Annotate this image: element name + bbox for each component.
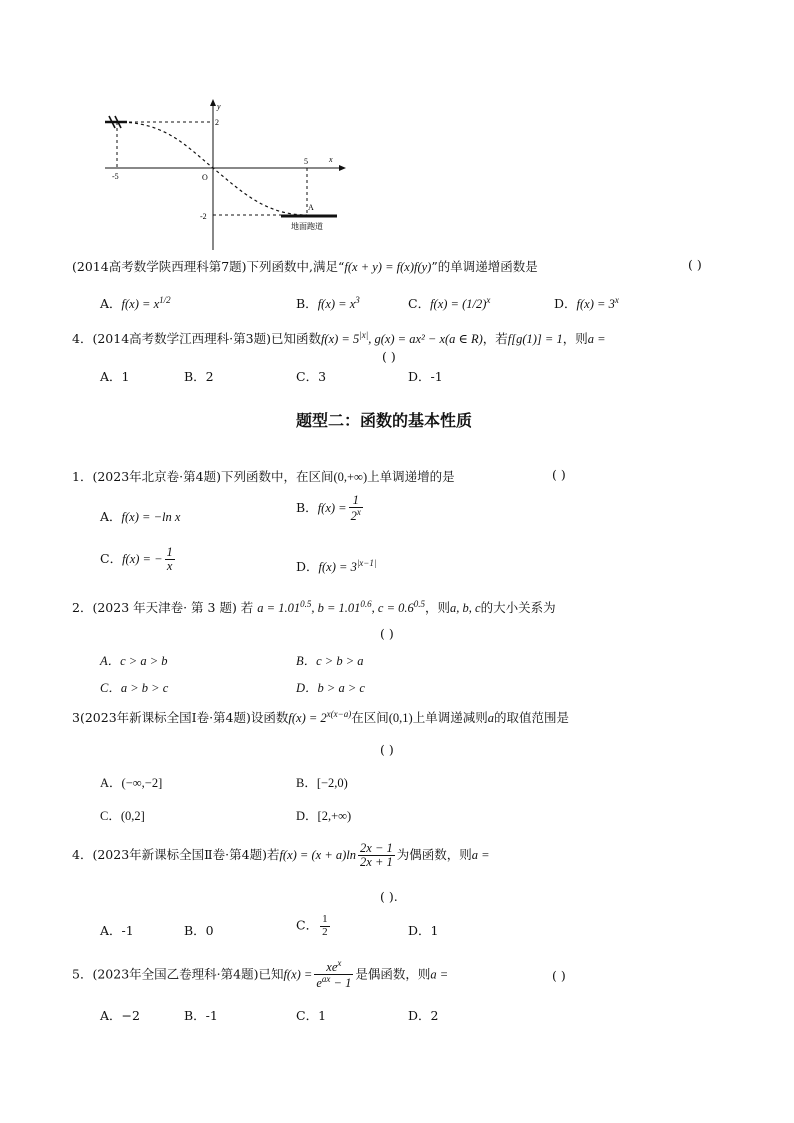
p4-option-d: D．1 — [408, 923, 439, 938]
y-axis-arrow — [210, 99, 216, 106]
p4-option-b: B．0 — [184, 923, 214, 938]
p1-option-b-fraction: $\frac{1}{2^x}$ — [350, 493, 361, 524]
p5-option-d: D．2 — [408, 1008, 439, 1023]
x-axis-arrow — [339, 165, 346, 171]
p5-fraction: $\frac{xe^x}{e^{ax} - 1}$ — [316, 958, 352, 991]
p4-option-a: A．-1 — [100, 923, 134, 938]
p1-option-a: A．f(x) = −ln x — [100, 509, 181, 524]
q4a-paren: ( ) — [382, 349, 396, 364]
p4-fraction: $\frac{2x - 1}{2x + 1}$ — [360, 841, 393, 870]
x-axis-label: x — [329, 155, 333, 164]
q3-option-d: D．$f(x) = 3^x$ — [554, 294, 619, 311]
p2-stem: 2．(2023 年天津卷· 第 3 题) 若 $a = 1.01^{0.5}$, $b = 1.01^{0.6}$, $c = 0.6^{0.5}$，则a, b, c的大小关系为 — [72, 598, 556, 615]
p2-option-d: D．b > a > c — [296, 681, 365, 695]
q4a-option-c: C．3 — [296, 369, 327, 384]
point-a-label: A — [308, 203, 314, 212]
q3-option-b: B．$f(x) = x^3$ — [296, 294, 360, 311]
p4-option-c: C． $\frac{1}{2}$ — [296, 913, 328, 938]
p2-paren: ( ) — [380, 626, 394, 641]
q3-paren: ( ) — [688, 257, 702, 272]
q4a-option-d: D．-1 — [408, 369, 443, 384]
p5-paren: ( ) — [552, 968, 566, 983]
p1-stem: 1．(2023年北京卷·第4题)下列函数中，在区间(0,+∞)上单调递增的是 — [72, 469, 455, 484]
p1-option-c-fraction: $\frac{1}{x}$ — [166, 545, 173, 574]
p5-option-c: C．1 — [296, 1008, 327, 1023]
p1-option-c: C．f(x) = − $\frac{1}{x}$ — [100, 545, 173, 574]
tick-x-left: -5 — [112, 172, 119, 181]
q4a-stem: 4．(2014高考数学江西理科·第3题)已知函数$f(x) = 5^{|x|}$, g(x) = ax² − x(a ∈ R)，若f[g(1)] = 1，则a = — [72, 329, 606, 346]
p4-paren: ( ). — [380, 889, 398, 904]
p3-option-c: C．(0,2] — [100, 809, 145, 823]
tick-y-bottom: -2 — [200, 212, 207, 221]
q3-option-c: C．$f(x) = (1/2)^x$ — [408, 294, 491, 311]
p1-option-d: D．$f(x) = 3^{|x-1|}$ — [296, 557, 377, 574]
q3-condition: f(x + y) = f(x)f(y) — [344, 260, 432, 274]
p3-paren: ( ) — [380, 742, 394, 757]
p1-paren: ( ) — [552, 467, 566, 482]
function-graph — [95, 95, 355, 255]
origin-label: O — [202, 173, 208, 182]
p5-stem: 5．(2023年全国乙卷理科·第4题)已知f(x) = $\frac{xe^x}{e^{ax} - 1}$ 是偶函数，则a = — [72, 958, 449, 991]
p1-option-b: B．f(x) = $\frac{1}{2^x}$ — [296, 493, 361, 524]
p5-option-b: B．-1 — [184, 1008, 218, 1023]
p3-option-b: B．[−2,0) — [296, 776, 348, 790]
q3-option-a: A．$f(x) = x^{1/2}$ — [100, 294, 171, 311]
y-axis-label: y — [217, 102, 221, 111]
q4a-option-a: A．1 — [100, 369, 130, 384]
tick-x-right: 5 — [304, 157, 308, 166]
plane-icon — [105, 116, 127, 128]
section-title: 题型二：函数的基本性质 — [296, 411, 473, 430]
runway-label: 地面跑道 — [291, 222, 323, 231]
tick-y-top: 2 — [215, 118, 219, 127]
p3-option-d: D．[2,+∞) — [296, 809, 352, 823]
p3-option-a: A．(−∞,−2] — [100, 776, 163, 790]
p2-option-c: C．a > b > c — [100, 681, 169, 695]
p5-option-a: A．−2 — [100, 1008, 140, 1023]
p2-option-b: B．c > b > a — [296, 654, 364, 668]
p4-stem: 4．(2023年新课标全国Ⅱ卷·第4题)若f(x) = (x + a)ln $\frac{2x - 1}{2x + 1}$ 为偶函数，则a = — [72, 841, 490, 870]
p2-option-a: A．c > a > b — [100, 654, 168, 668]
q3-prefix: (2014高考数学陕西理科第7题)下列函数中,满足 — [72, 259, 338, 274]
q4a-option-b: B．2 — [184, 369, 214, 384]
q3-stem: (2014高考数学陕西理科第7题)下列函数中,满足“f(x + y) = f(x)f(y)”的单调递增函数是 — [72, 259, 538, 274]
p3-stem: 3(2023年新课标全国Ⅰ卷·第4题)设函数$f(x) = 2^{x(x-a)}$在区间(0,1)上单调递减则a的取值范围是 — [72, 708, 569, 725]
p4-option-c-fraction: $\frac{1}{2}$ — [322, 913, 328, 938]
